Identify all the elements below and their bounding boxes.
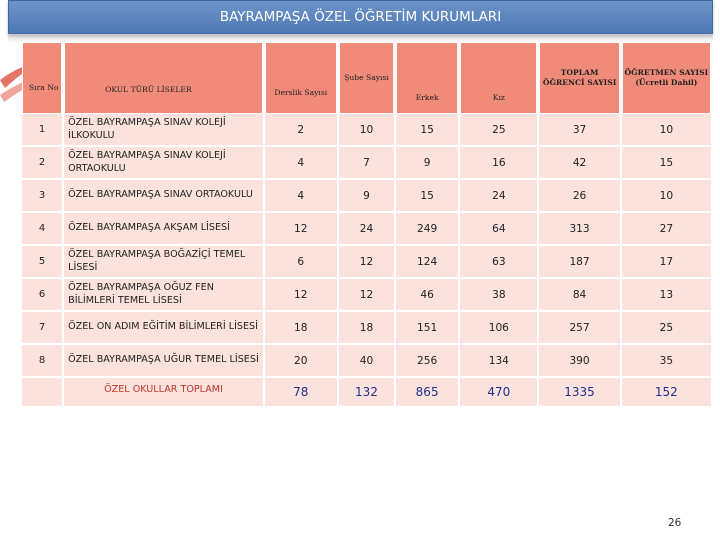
table-row [22, 180, 711, 213]
sube-value: 12 [339, 279, 394, 312]
derslik-value: 2 [265, 114, 337, 147]
derslik-value: 4 [265, 147, 337, 180]
toplam-value: 313 [539, 213, 619, 246]
kiz-value: 63 [460, 246, 537, 279]
header-row [22, 42, 711, 114]
row-no: 6 [22, 279, 62, 312]
kiz-value: 16 [460, 147, 537, 180]
row-no: 1 [22, 114, 62, 147]
toplam-value: 26 [539, 180, 619, 213]
table-row [22, 114, 711, 147]
erkek-value: 15 [396, 180, 458, 213]
erkek-value: 46 [396, 279, 458, 312]
table-row [22, 246, 711, 279]
ogretmen-value: 35 [622, 345, 711, 378]
kiz-value: 24 [460, 180, 537, 213]
school-table [20, 42, 713, 408]
erkek-value: 124 [396, 246, 458, 279]
total-kiz: 470 [460, 378, 537, 408]
kiz-value: 64 [460, 213, 537, 246]
row-no: 5 [22, 246, 62, 279]
sube-value: 40 [339, 345, 394, 378]
kiz-value: 38 [460, 279, 537, 312]
total-toplam: 1335 [539, 378, 619, 408]
ogretmen-value: 17 [622, 246, 711, 279]
sube-value: 12 [339, 246, 394, 279]
ogretmen-value: 13 [622, 279, 711, 312]
sube-value: 9 [339, 180, 394, 213]
header-kiz: Kız [460, 42, 537, 114]
table-row [22, 312, 711, 345]
ogretmen-value: 15 [622, 147, 711, 180]
sube-value: 7 [339, 147, 394, 180]
ogretmen-value: 27 [622, 213, 711, 246]
page-number: 26 [668, 517, 682, 529]
table-row [22, 279, 711, 312]
table-row [22, 213, 711, 246]
school-name: ÖZEL BAYRAMPAŞA SINAV ORTAOKULU [64, 180, 263, 213]
school-table-container [20, 42, 713, 408]
ogretmen-value: 10 [622, 180, 711, 213]
school-name: ÖZEL BAYRAMPAŞA SINAV KOLEJİ İLKOKULU [64, 114, 263, 147]
school-name: ÖZEL BAYRAMPAŞA OĞUZ FEN BİLİMLERİ TEMEL LİSESİ [64, 279, 263, 312]
header-okul-turu: OKUL TÜRÜ LİSELER [64, 42, 263, 114]
header-derslik: Derslik Sayısı [265, 42, 337, 114]
table-row [22, 345, 711, 378]
erkek-value: 15 [396, 114, 458, 147]
school-name: ÖZEL BAYRAMPAŞA AKŞAM LİSESİ [64, 213, 263, 246]
header-toplam-ogrenci: TOPLAM ÖĞRENCİ SAYISI [539, 42, 619, 114]
school-name: ÖZEL ON ADIM EĞİTİM BİLİMLERİ LİSESİ [64, 312, 263, 345]
derslik-value: 4 [265, 180, 337, 213]
erkek-value: 151 [396, 312, 458, 345]
derslik-value: 12 [265, 279, 337, 312]
sube-value: 24 [339, 213, 394, 246]
kiz-value: 106 [460, 312, 537, 345]
toplam-value: 187 [539, 246, 619, 279]
school-name: ÖZEL BAYRAMPAŞA UĞUR TEMEL LİSESİ [64, 345, 263, 378]
toplam-value: 42 [539, 147, 619, 180]
row-no: 7 [22, 312, 62, 345]
derslik-value: 12 [265, 213, 337, 246]
title-bar [8, 0, 713, 34]
row-no: 2 [22, 147, 62, 180]
total-erkek: 865 [396, 378, 458, 408]
toplam-value: 37 [539, 114, 619, 147]
school-name: ÖZEL BAYRAMPAŞA SINAV KOLEJİ ORTAOKULU [64, 147, 263, 180]
toplam-value: 84 [539, 279, 619, 312]
kiz-value: 134 [460, 345, 537, 378]
sube-value: 18 [339, 312, 394, 345]
total-empty-cell [22, 378, 62, 408]
header-sira-no: Sıra No [22, 42, 62, 114]
table-row [22, 147, 711, 180]
derslik-value: 18 [265, 312, 337, 345]
erkek-value: 249 [396, 213, 458, 246]
header-erkek: Erkek [396, 42, 458, 114]
total-label: ÖZEL OKULLAR TOPLAMI [64, 378, 263, 408]
erkek-value: 256 [396, 345, 458, 378]
page-title: BAYRAMPAŞA ÖZEL ÖĞRETİM KURUMLARI [219, 9, 502, 25]
row-no: 4 [22, 213, 62, 246]
row-no: 8 [22, 345, 62, 378]
row-no: 3 [22, 180, 62, 213]
table-body [22, 114, 711, 378]
header-ogretmen: ÖĞRETMEN SAYISI (Ücretli Dahil) [622, 42, 711, 114]
sube-value: 10 [339, 114, 394, 147]
header-sube: Şube Sayısı [339, 42, 394, 114]
derslik-value: 6 [265, 246, 337, 279]
ogretmen-value: 10 [622, 114, 711, 147]
total-derslik: 78 [265, 378, 337, 408]
total-ogretmen: 152 [622, 378, 711, 408]
total-row [22, 378, 711, 408]
erkek-value: 9 [396, 147, 458, 180]
toplam-value: 257 [539, 312, 619, 345]
kiz-value: 25 [460, 114, 537, 147]
school-name: ÖZEL BAYRAMPAŞA BOĞAZİÇİ TEMEL LİSESİ [64, 246, 263, 279]
toplam-value: 390 [539, 345, 619, 378]
derslik-value: 20 [265, 345, 337, 378]
ogretmen-value: 25 [622, 312, 711, 345]
total-sube: 132 [339, 378, 394, 408]
